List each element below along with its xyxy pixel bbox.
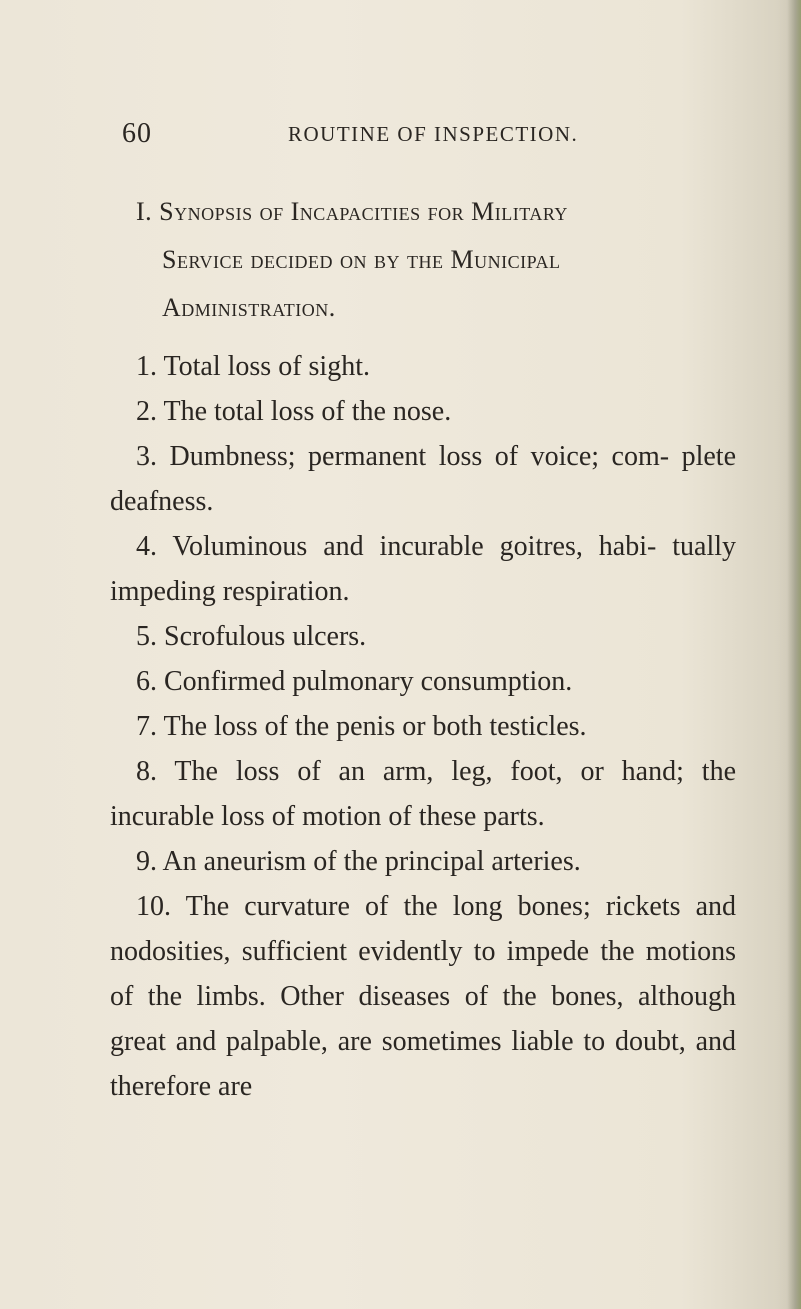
running-head: ROUTINE OF INSPECTION. xyxy=(288,122,579,146)
page-content xyxy=(110,188,736,1109)
page-number: 60 xyxy=(122,118,152,149)
list-item: 8. The loss of an arm, leg, foot, or hand; the incurable loss of motion of these parts. xyxy=(110,756,736,832)
incapacity-list xyxy=(110,344,736,1109)
page-header xyxy=(122,118,682,158)
list-item: 9. An aneurism of the principal arteries. xyxy=(136,846,581,877)
page-edge xyxy=(787,0,801,1309)
list-item: 10. The curvature of the long bones; rickets and nodosities, sufficient evidently to impede the motions of the limbs. Other diseases of the bones, although great and palpable, are sometimes liable to doubt, and therefore are xyxy=(110,891,736,1102)
list-item: 2. The total loss of the nose. xyxy=(136,396,452,427)
section-heading-line: Administration. xyxy=(162,293,336,322)
section-heading-line: Service decided on by the Municipal xyxy=(162,245,561,274)
list-item: 5. Scrofulous ulcers. xyxy=(136,621,367,652)
section-heading xyxy=(136,188,736,332)
list-item: 7. The loss of the penis or both testicles. xyxy=(136,711,587,742)
list-item: 6. Confirmed pulmonary consumption. xyxy=(136,666,573,697)
list-item: 1. Total loss of sight. xyxy=(136,351,370,382)
section-heading-line: I. Synopsis of Incapacities for Military xyxy=(136,197,568,226)
list-item: 4. Voluminous and incurable goitres, habi- tually impeding respiration. xyxy=(110,531,736,607)
list-item: 3. Dumbness; permanent loss of voice; com- plete deafness. xyxy=(110,441,736,517)
